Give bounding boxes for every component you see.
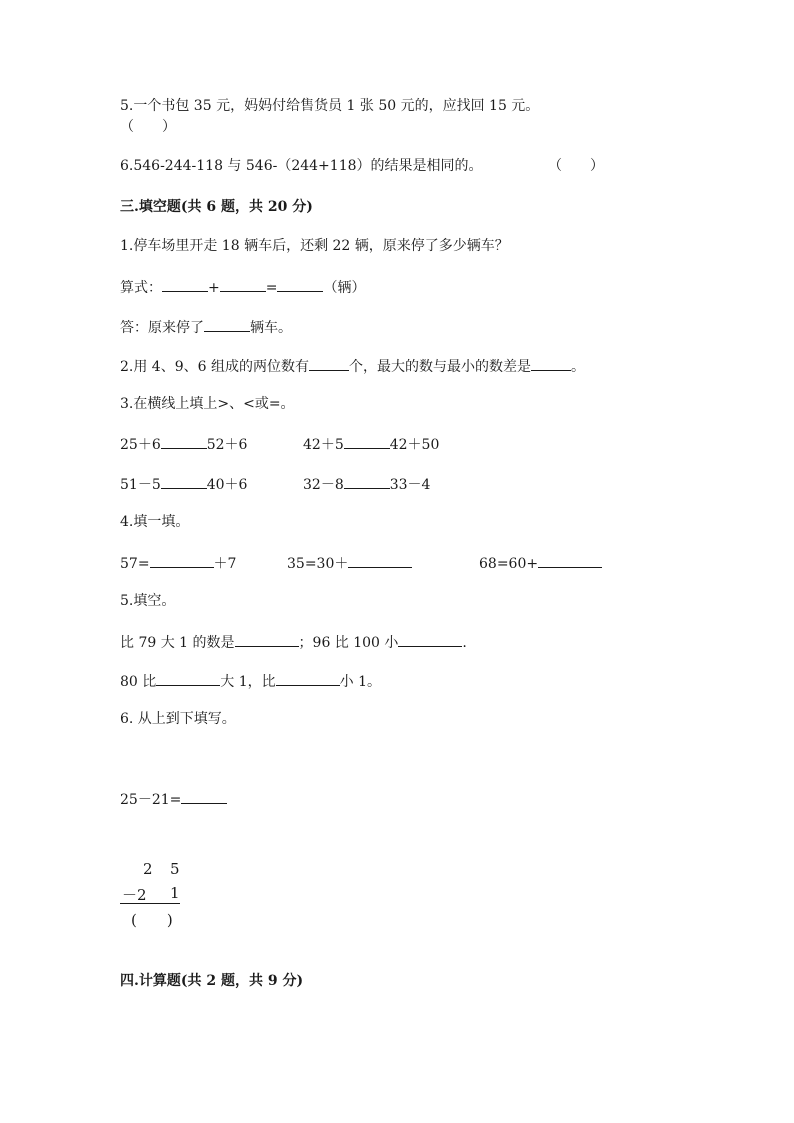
- fill-q4-a: [120, 553, 236, 573]
- expr-right: 42＋50: [389, 437, 440, 453]
- answer-blank[interactable]: [162, 277, 208, 292]
- answer-blank[interactable]: [344, 474, 390, 489]
- fill-q1-formula: [120, 277, 365, 297]
- fill-q6-eq: [120, 789, 227, 809]
- fill-q3-text: 3.在横线上填上>、<或=。: [120, 396, 295, 412]
- expr-left: 42＋5: [303, 437, 344, 453]
- answer-suffix: 辆车。: [250, 320, 292, 336]
- equation: 25－21=: [120, 792, 182, 808]
- fill-q4-c: [479, 553, 602, 573]
- fill-q3-row1a: [120, 434, 247, 454]
- answer-blank[interactable]: [276, 671, 340, 686]
- answer-blank[interactable]: [181, 789, 227, 804]
- q2-suffix: 。: [570, 359, 585, 375]
- fill-q4-b: [287, 553, 412, 573]
- fill-q3-row2a: [120, 474, 247, 494]
- judge-q6-paren: （ ）: [548, 158, 604, 174]
- section4-title: 四.计算题(共 2 题，共 9 分): [120, 973, 304, 989]
- q2-prefix: 2.用 4、9、6 组成的两位数有: [120, 359, 309, 375]
- judge-q5-text: 5.一个书包 35 元，妈妈付给售货员 1 张 50 元的，应找回 15 元。: [120, 98, 540, 114]
- equals-sign: =: [265, 280, 278, 296]
- vert-minus-tens: －2: [122, 886, 147, 904]
- answer-blank[interactable]: [161, 434, 207, 449]
- expr-left: 68=60+: [479, 556, 539, 572]
- expr-right: ＋7: [213, 556, 237, 572]
- fill-q1-formula-label: 算式：: [120, 280, 162, 296]
- q5a-suffix: .: [462, 635, 467, 651]
- q5a-middle: ；96 比 100 小: [298, 635, 399, 651]
- q5b-prefix: 80 比: [120, 674, 157, 690]
- judge-q6: [120, 157, 483, 175]
- answer-blank[interactable]: [235, 632, 299, 647]
- answer-blank[interactable]: [398, 632, 462, 647]
- answer-blank[interactable]: [309, 356, 349, 371]
- judge-q6-text: 6.546-244-118 与 546-（244+118）的结果是相同的。: [120, 158, 483, 174]
- answer-blank[interactable]: [161, 474, 207, 489]
- expr-left: 35=30＋: [287, 556, 349, 572]
- fill-q5-b: [120, 671, 381, 691]
- q5a-prefix: 比 79 大 1 的数是: [120, 635, 235, 651]
- unit-label: （辆）: [323, 280, 366, 296]
- fill-q1-text: 1.停车场里开走 18 辆车后，还剩 22 辆，原来停了多少辆车？: [120, 238, 509, 254]
- fill-q2: [120, 356, 585, 376]
- expr-left: 25＋6: [120, 437, 161, 453]
- q5b-suffix: 小 1。: [339, 674, 381, 690]
- answer-blank[interactable]: [204, 317, 250, 332]
- fill-q3-row2b: [303, 474, 430, 494]
- fill-q6-text: 6. 从上到下填写。: [120, 711, 236, 727]
- expr-left: 57=: [120, 556, 150, 572]
- expr-right: 52＋6: [206, 437, 248, 453]
- fill-q5-text: 5.填空。: [120, 593, 176, 609]
- answer-blank[interactable]: [220, 277, 266, 292]
- expr-right: 40＋6: [206, 477, 248, 493]
- judge-q5-paren: （ ）: [120, 119, 176, 135]
- vert-top-tens: 2: [143, 860, 153, 878]
- section3-title: 三.填空题(共 6 题，共 20 分): [120, 199, 313, 215]
- answer-blank[interactable]: [531, 356, 571, 371]
- fill-q3-row1b: [303, 434, 439, 454]
- fill-q5-a: [120, 632, 467, 652]
- answer-blank[interactable]: [348, 553, 412, 568]
- fill-q4-text: 4.填一填。: [120, 514, 190, 530]
- answer-blank[interactable]: [277, 277, 323, 292]
- vert-result[interactable]: ( ): [131, 911, 173, 929]
- answer-blank[interactable]: [538, 553, 602, 568]
- q2-middle: 个，最大的数与最小的数差是: [348, 359, 531, 375]
- vert-divider: [120, 903, 180, 904]
- answer-prefix: 答：原来停了: [120, 320, 204, 336]
- answer-blank[interactable]: [156, 671, 220, 686]
- vert-bottom-ones: 1: [170, 884, 180, 902]
- fill-q1-answer: [120, 317, 292, 337]
- vert-top-ones: 5: [170, 860, 180, 878]
- plus-sign: +: [208, 280, 220, 296]
- expr-left: 51－5: [120, 477, 161, 493]
- expr-right: 33－4: [389, 477, 431, 493]
- q5b-middle: 大 1，比: [220, 674, 276, 690]
- expr-left: 32－8: [303, 477, 344, 493]
- answer-blank[interactable]: [344, 434, 390, 449]
- answer-blank[interactable]: [150, 553, 214, 568]
